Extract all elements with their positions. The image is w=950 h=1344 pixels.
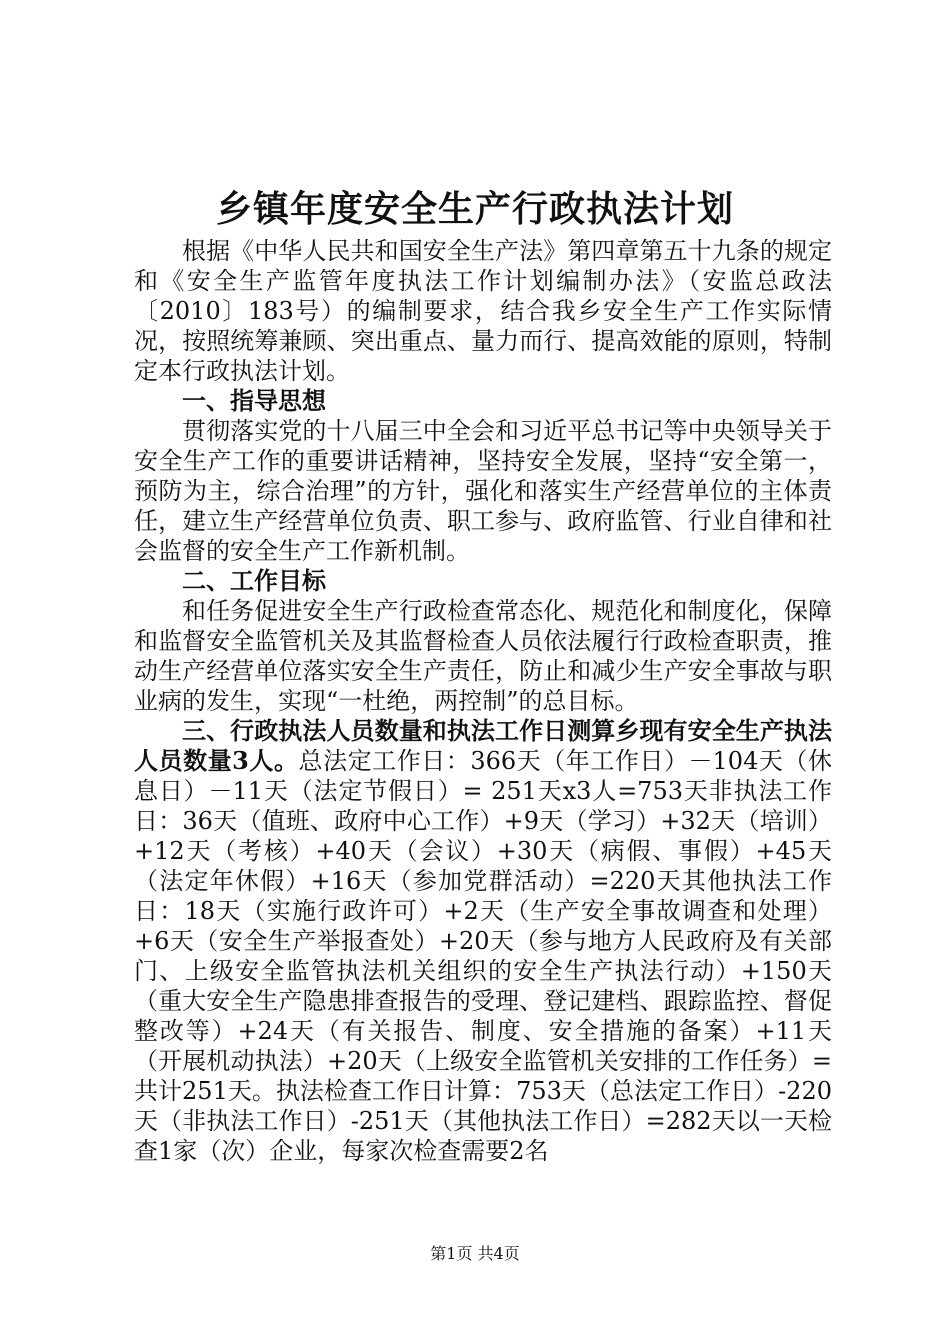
document-title: 乡镇年度安全生产行政执法计划 [215,188,734,230]
document-body [134,236,832,1166]
section-paragraph-guiding-ideology: 贯彻落实党的十八届三中全会和习近平总书记等中央领导关于安全生产工作的重要讲话精神，坚持安全发展，坚持“安全第一，预防为主，综合治理”的方针，强化和落实生产经营单位的主体责任，建立生产经营单位负责、职工参与、政府监管、行业自律和社会监督的安全生产工作新机制。 [134,417,832,565]
page-number-footer: 第1页 共4页 [430,1244,520,1263]
intro-paragraph: 根据《中华人民共和国安全生产法》第四章第五十九条的规定和《安全生产监管年度执法工作计划编制办法》（安监总政法〔2010〕183号）的编制要求，结合我乡安全生产工作实际情况，按照统筹兼顾、突出重点、量力而行、提高效能的原则，特制定本行政执法计划。 [134,237,832,385]
section-heading-work-goals: 二、工作目标 [182,566,326,595]
section-heading-guiding-ideology: 一、指导思想 [182,386,326,415]
section-paragraph-staffing [134,716,832,1166]
staffing-calculation-text: 总法定工作日：366天（年工作日）－104天（休息日）－11天（法定节假日）= 251天x3人=753天非执法工作日：36天（值班、政府中心工作）+9天（学习）+32天（培训）+12天（考核）+40天（会议）+30天（病假、事假）+45天（法定年休假）+16天（参加党群活动）=220天其他执法工作日：18天（实施行政许可）+2天（生产安全事故调查和处理）+6天（安全生产举报查处）+20天（参与地方人民政府及有关部门、上级安全监管执法机关组织的安全生产执法行动）+150天（重大安全生产隐患排查报告的受理、登记建档、跟踪监控、督促整改等）+24天（有关报告、制度、安全措施的备案）+11天（开展机动执法）+20天（上级安全监管机关安排的工作任务）=共计251天。执法检查工作日计算：753天（总法定工作日）-220天（非执法工作日）-251天（其他执法工作日）=282天以一天检查1家（次）企业，每家次检查需要2名 [134,747,832,1165]
section-heading-staffing: 三、行政执法人员数量和执法工作日测算乡现有安全生产执法人员数量3人。 [134,716,832,775]
section-paragraph-work-goals: 和任务促进安全生产行政检查常态化、规范化和制度化，保障和监督安全监管机关及其监督检查人员依法履行行政检查职责，推动生产经营单位落实安全生产责任，防止和减少生产安全事故与职业病的发生，实现“一杜绝，两控制”的总目标。 [134,597,832,715]
